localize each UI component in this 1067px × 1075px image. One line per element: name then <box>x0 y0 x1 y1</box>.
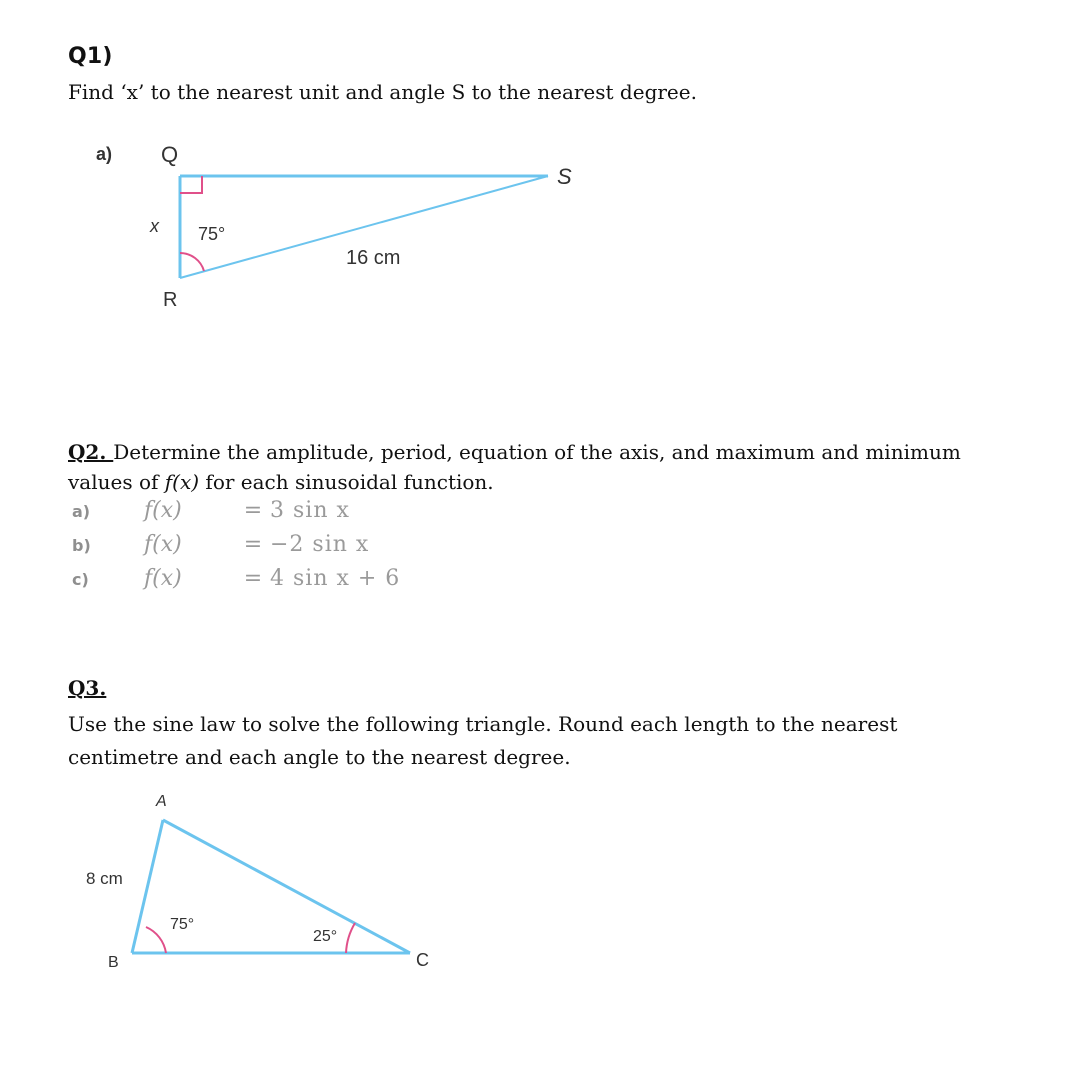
angle-75-label: 75° <box>198 224 226 244</box>
vertex-s-label: S <box>557 164 572 189</box>
q3-title: Q3. <box>68 676 107 700</box>
function-rhs: −2 sin x <box>270 532 370 557</box>
q1-part-label: a) <box>96 144 113 164</box>
side-ac <box>163 820 410 953</box>
function-label: b) <box>72 536 91 555</box>
function-equals: = <box>243 532 263 557</box>
vertex-c-label: C <box>416 950 429 970</box>
side-ab <box>132 820 163 953</box>
q1-instruction: Find ‘x’ to the nearest unit and angle S to the nearest degree. <box>68 80 697 104</box>
side-ab-label: 8 cm <box>86 869 123 888</box>
function-equals: = <box>243 566 263 591</box>
q2-instruction-text: Determine the amplitude, period, equation of the axis, and maximum and minimum <box>113 440 961 464</box>
angle-b-arc <box>146 927 166 953</box>
q2-title: Q2. <box>68 440 114 464</box>
q3-instruction: Use the sine law to solve the following triangle. Round each length to the nearest centimetre and each angle to the nearest degree. <box>68 712 898 769</box>
q1-title: Q1) <box>68 44 113 69</box>
function-rhs: 4 sin x + 6 <box>270 566 401 591</box>
function-equals: = <box>243 498 263 523</box>
function-label: a) <box>72 502 91 521</box>
angle-b-label: 75° <box>170 916 195 933</box>
vertex-r-label: R <box>163 289 178 311</box>
function-rhs: 3 sin x <box>270 498 350 523</box>
angle-c-arc <box>346 923 355 953</box>
vertex-a-label: A <box>156 793 167 810</box>
function-lhs: f(x) <box>144 498 182 523</box>
hypotenuse-label: 16 cm <box>346 247 401 269</box>
angle-c-label: 25° <box>313 928 338 945</box>
function-lhs: f(x) <box>144 532 182 557</box>
q2-instruction-suffix: for each sinusoidal function. <box>199 470 494 494</box>
q2-instruction-prefix: values of <box>68 470 165 494</box>
vertex-q-label: Q <box>161 142 179 167</box>
function-label: c) <box>72 570 89 589</box>
side-x-label: x <box>150 216 159 236</box>
vertex-b-label: B <box>108 954 119 971</box>
q2-instruction-function: f(x) <box>164 470 200 494</box>
function-lhs: f(x) <box>144 566 182 591</box>
